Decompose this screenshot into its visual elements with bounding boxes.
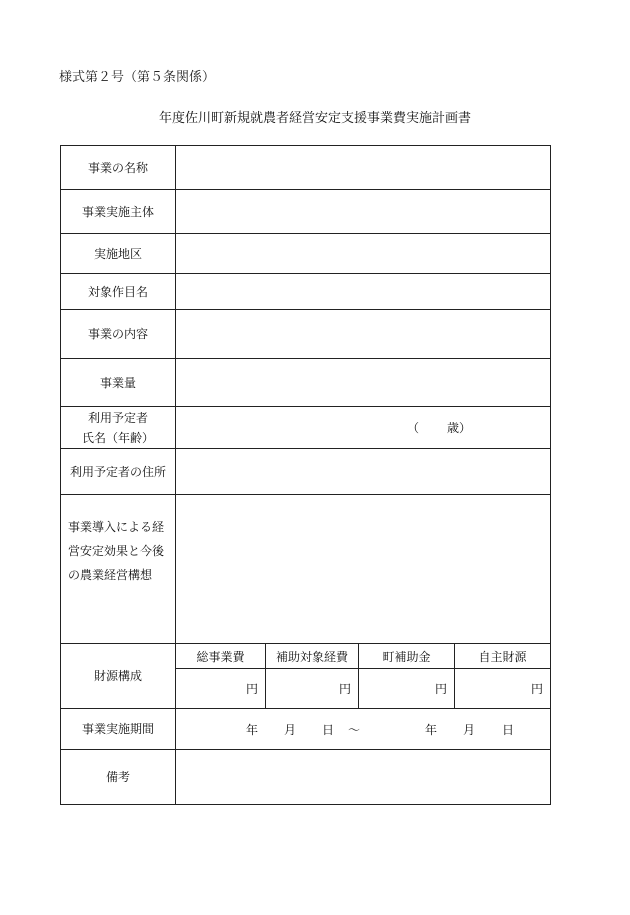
period-start-year: 年 bbox=[246, 723, 259, 737]
row-planned-user bbox=[61, 407, 551, 449]
period-start-month: 月 bbox=[284, 723, 297, 737]
row-implementation-area bbox=[61, 234, 551, 274]
project-content-label: 事業の内容 bbox=[61, 310, 176, 359]
planned-user-label-line2: 氏名（年齢） bbox=[81, 430, 154, 445]
implementation-period-label: 事業実施期間 bbox=[61, 709, 176, 750]
plan-form-table bbox=[60, 145, 551, 805]
target-crop-field[interactable] bbox=[176, 274, 551, 310]
funding-label: 財源構成 bbox=[61, 644, 176, 709]
remarks-label: 備考 bbox=[61, 750, 176, 805]
planned-user-address-label: 利用予定者の住所 bbox=[61, 449, 176, 495]
document-title: 年度佐川町新規就農者経営安定支援事業費実施計画書 bbox=[158, 111, 471, 126]
management-effect-label-line3: の農業経営構想 bbox=[68, 568, 153, 582]
row-project-name bbox=[61, 146, 551, 190]
row-management-effect bbox=[61, 495, 551, 644]
management-effect-label-line2: 営安定効果と今後 bbox=[68, 544, 165, 558]
row-funding-header bbox=[61, 644, 551, 669]
planned-user-label-line1: 利用予定者 bbox=[87, 410, 148, 425]
form-number: 様式第２号（第５条関係） bbox=[59, 70, 216, 85]
total-project-cost-header: 総事業費 bbox=[176, 644, 266, 669]
period-end-year: 年 bbox=[425, 723, 438, 737]
period-start-day: 日 bbox=[322, 723, 335, 737]
period-tilde: ～ bbox=[348, 723, 361, 737]
planned-user-address-field[interactable] bbox=[176, 449, 551, 495]
row-target-crop bbox=[61, 274, 551, 310]
town-subsidy-field[interactable]: 円 bbox=[359, 669, 455, 709]
subsidy-eligible-cost-field[interactable]: 円 bbox=[266, 669, 359, 709]
subsidy-eligible-cost-header: 補助対象経費 bbox=[266, 644, 359, 669]
planned-user-field[interactable] bbox=[176, 407, 551, 449]
row-implementing-entity bbox=[61, 190, 551, 234]
planned-user-label bbox=[61, 407, 176, 449]
target-crop-label: 対象作目名 bbox=[61, 274, 176, 310]
town-subsidy-header: 町補助金 bbox=[359, 644, 455, 669]
implementation-area-label: 実施地区 bbox=[61, 234, 176, 274]
period-end-day: 日 bbox=[502, 723, 515, 737]
implementation-period-field[interactable] bbox=[176, 709, 551, 750]
project-volume-field[interactable] bbox=[176, 359, 551, 407]
implementing-entity-field[interactable] bbox=[176, 190, 551, 234]
row-planned-user-address bbox=[61, 449, 551, 495]
row-project-content bbox=[61, 310, 551, 359]
management-effect-label bbox=[61, 495, 176, 644]
management-effect-label-line1: 事業導入による経 bbox=[68, 520, 165, 534]
project-name-label: 事業の名称 bbox=[61, 146, 176, 190]
remarks-field[interactable] bbox=[176, 750, 551, 805]
own-funds-field[interactable]: 円 bbox=[455, 669, 551, 709]
row-remarks bbox=[61, 750, 551, 805]
row-project-volume bbox=[61, 359, 551, 407]
management-effect-field[interactable] bbox=[176, 495, 551, 644]
project-volume-label: 事業量 bbox=[61, 359, 176, 407]
age-open-paren: （ bbox=[407, 420, 420, 435]
implementing-entity-label: 事業実施主体 bbox=[61, 190, 176, 234]
project-content-field[interactable] bbox=[176, 310, 551, 359]
project-name-field[interactable] bbox=[176, 146, 551, 190]
period-end-month: 月 bbox=[463, 723, 476, 737]
implementation-area-field[interactable] bbox=[176, 234, 551, 274]
age-unit: 歳） bbox=[447, 420, 472, 435]
row-implementation-period bbox=[61, 709, 551, 750]
own-funds-header: 自主財源 bbox=[455, 644, 551, 669]
total-project-cost-field[interactable]: 円 bbox=[176, 669, 266, 709]
